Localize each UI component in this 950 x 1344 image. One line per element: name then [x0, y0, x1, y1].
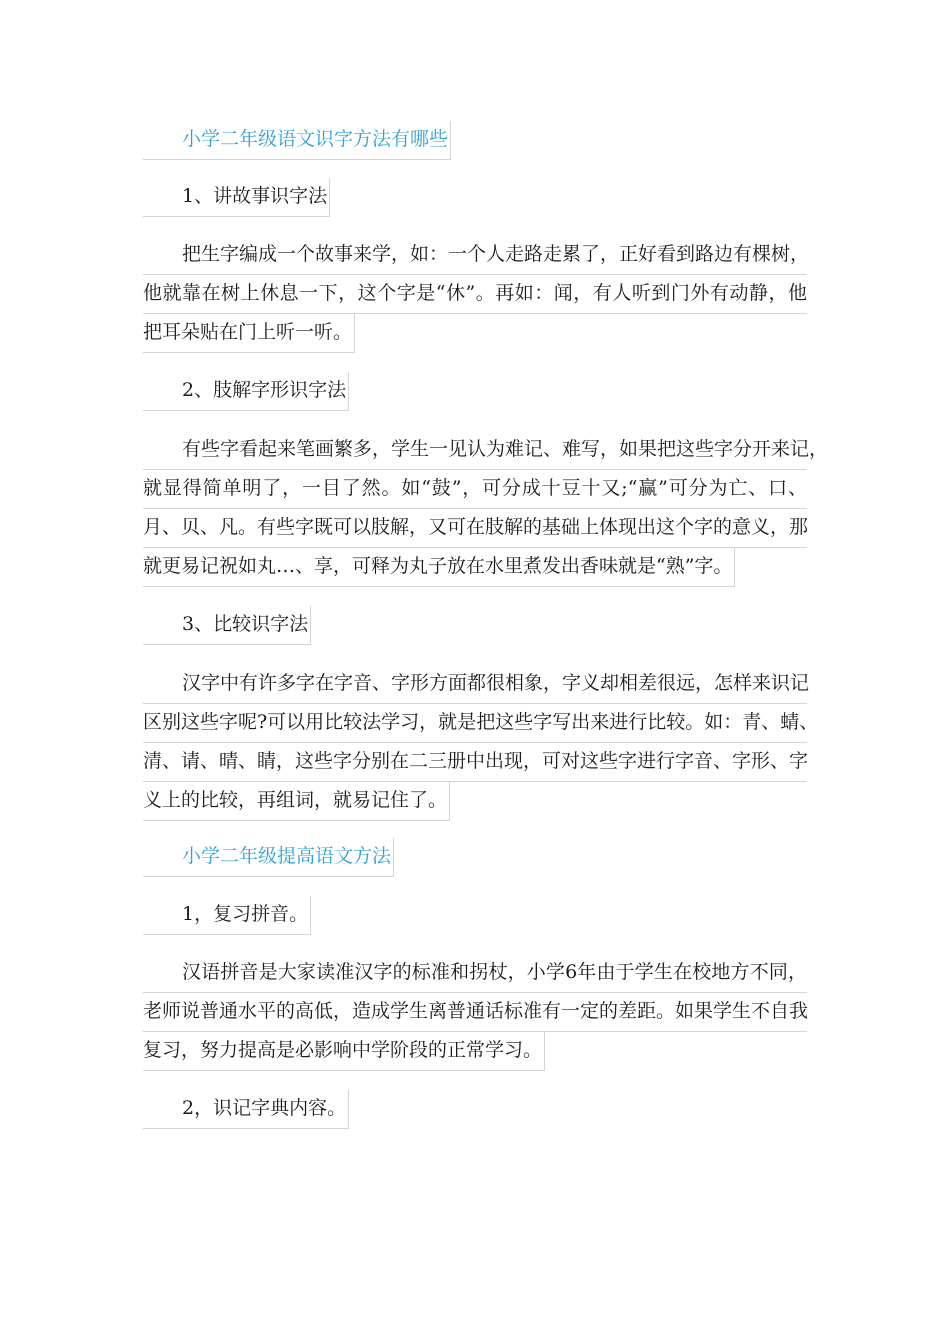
subheading-text: 2，识记字典内容。 [143, 1090, 349, 1129]
paragraph-review-pinyin [143, 954, 807, 1071]
subheading-text: 1、讲故事识字法 [143, 178, 330, 217]
paragraph-line: 汉字中有许多字在字音、字形方面都很相象，字义却相差很远，怎样来识记 [143, 665, 807, 704]
subheading-text: 3、比较识字法 [143, 606, 311, 645]
paragraph-line: 区别这些字呢?可以用比较法学习，就是把这些字写出来进行比较。如：青、蜻、 [143, 704, 807, 743]
paragraph-line: 复习，努力提高是必影响中学阶段的正常学习。 [143, 1032, 545, 1071]
paragraph-line: 把耳朵贴在门上听一听。 [143, 314, 355, 353]
paragraph-line: 月、贝、凡。有些字既可以肢解，又可在肢解的基础上体现出这个字的意义，那 [143, 509, 807, 548]
heading-text: 小学二年级提高语文方法 [143, 838, 394, 877]
paragraph-line: 老师说普通水平的高低，造成学生离普通话标准有一定的差距。如果学生不自我 [143, 993, 807, 1032]
paragraph-compare-method [143, 665, 819, 821]
subheading-decompose-method [143, 372, 807, 411]
paragraph-story-method [143, 236, 810, 353]
paragraph-line: 义上的比较，再组词，就易记住了。 [143, 782, 450, 821]
heading-text: 小学二年级语文识字方法有哪些 [143, 121, 451, 160]
subheading-text: 1，复习拼音。 [143, 896, 311, 935]
paragraph-line: 就显得简单明了，一目了然。如“鼓”，可分成十豆十又;“赢”可分为亡、口、 [143, 470, 807, 509]
paragraph-decompose-method [143, 431, 829, 587]
paragraph-line: 汉语拼音是大家读准汉字的标准和拐杖，小学6年由于学生在校地方不同， [143, 954, 807, 993]
section-title-1 [143, 121, 807, 160]
paragraph-line: 把生字编成一个故事来学，如：一个人走路走累了，正好看到路边有棵树， [143, 236, 807, 275]
paragraph-line: 就更易记祝如丸…、享，可释为丸子放在水里煮发出香味就是“熟”字。 [143, 548, 735, 587]
subheading-story-method [143, 178, 807, 217]
subheading-text: 2、肢解字形识字法 [143, 372, 349, 411]
paragraph-line: 有些字看起来笔画繁多，学生一见认为难记、难写，如果把这些字分开来记， [143, 431, 807, 470]
subheading-compare-method [143, 606, 807, 645]
subheading-review-pinyin [143, 896, 807, 935]
paragraph-line: 他就靠在树上休息一下，这个字是“休”。再如：闻，有人听到门外有动静，他 [143, 275, 807, 314]
paragraph-line: 清、请、晴、睛，这些字分别在二三册中出现，可对这些字进行字音、字形、字 [143, 743, 807, 782]
section-title-2 [143, 838, 807, 877]
subheading-dictionary [143, 1090, 807, 1129]
